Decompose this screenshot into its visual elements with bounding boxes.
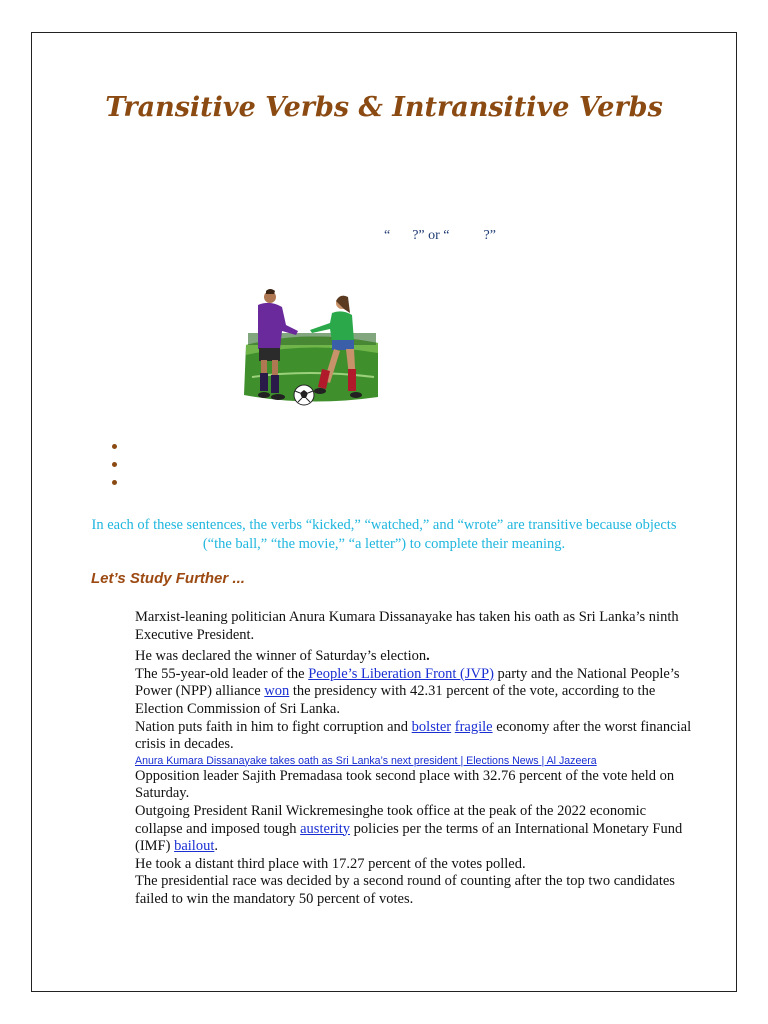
article-paragraph-8: The presidential race was decided by a second round of counting after the top two candidates failed to win the mandatory 50 percent of votes. (135, 873, 675, 907)
bullet-dot (112, 444, 117, 449)
question-middle: ?” or “ (412, 228, 450, 243)
bullet-dot (112, 462, 117, 467)
explanation-text: In each of these sentences, the verbs “kicked,” “watched,” and “wrote” are transitive because objects (“the ball,” “the movie,” “a letter”) to complete their meaning. (91, 517, 677, 552)
question-close: ?” (483, 228, 496, 243)
jvp-link[interactable]: People’s Liberation Front (JVP) (308, 665, 494, 682)
bailout-link[interactable]: bailout (174, 838, 215, 855)
austerity-link[interactable]: austerity (300, 820, 351, 837)
article-paragraph-2: He was declared the winner of Saturday’s election. (135, 648, 430, 665)
won-link[interactable]: won (264, 683, 290, 700)
page-title: Transitive Verbs & Intransitive Verbs (105, 92, 663, 123)
source-link[interactable]: Anura Kumara Dissanayake takes oath as Sri Lanka’s next president | Elections News | Al Jazeera (135, 754, 597, 767)
article-paragraph-1: Marxist-leaning politician Anura Kumara Dissanayake has taken his oath as Sri Lanka’s ninth Executive President. (135, 609, 679, 643)
section-heading: Let’s Study Further ... (91, 570, 245, 587)
soccer-handshake-image (238, 285, 380, 410)
bolster-link[interactable]: bolster (411, 718, 452, 735)
article-paragraph-5: Opposition leader Sajith Premadasa took second place with 32.76 percent of the vote held on Saturday. (135, 767, 675, 802)
article-paragraph-6: Outgoing President Ranil Wickremesinghe took office at the peak of the 2022 economic collapse and imposed tough austerity policies per the terms of an International Monetary Fund (IMF) bailout. (135, 802, 683, 855)
bullet-dot (112, 480, 117, 485)
question-line (384, 228, 496, 244)
news-article (135, 609, 695, 909)
article-paragraph-4: Nation puts faith in him to fight corruption and bolster fragile economy after the worst financial crisis in decades. (135, 718, 692, 753)
question-open-quote: “ (384, 228, 391, 243)
article-paragraph-3: The 55-year-old leader of the People’s Liberation Front (JVP) party and the National People’s Power (NPP) alliance won the presidency with 42.31 percent of the vote, according to the Election Commission of Sri Lanka. (135, 665, 680, 717)
article-paragraph-7: He took a distant third place with 17.27 percent of the votes polled. (135, 855, 526, 872)
fragile-link[interactable]: fragile (454, 718, 493, 735)
bullet-list (112, 444, 117, 498)
